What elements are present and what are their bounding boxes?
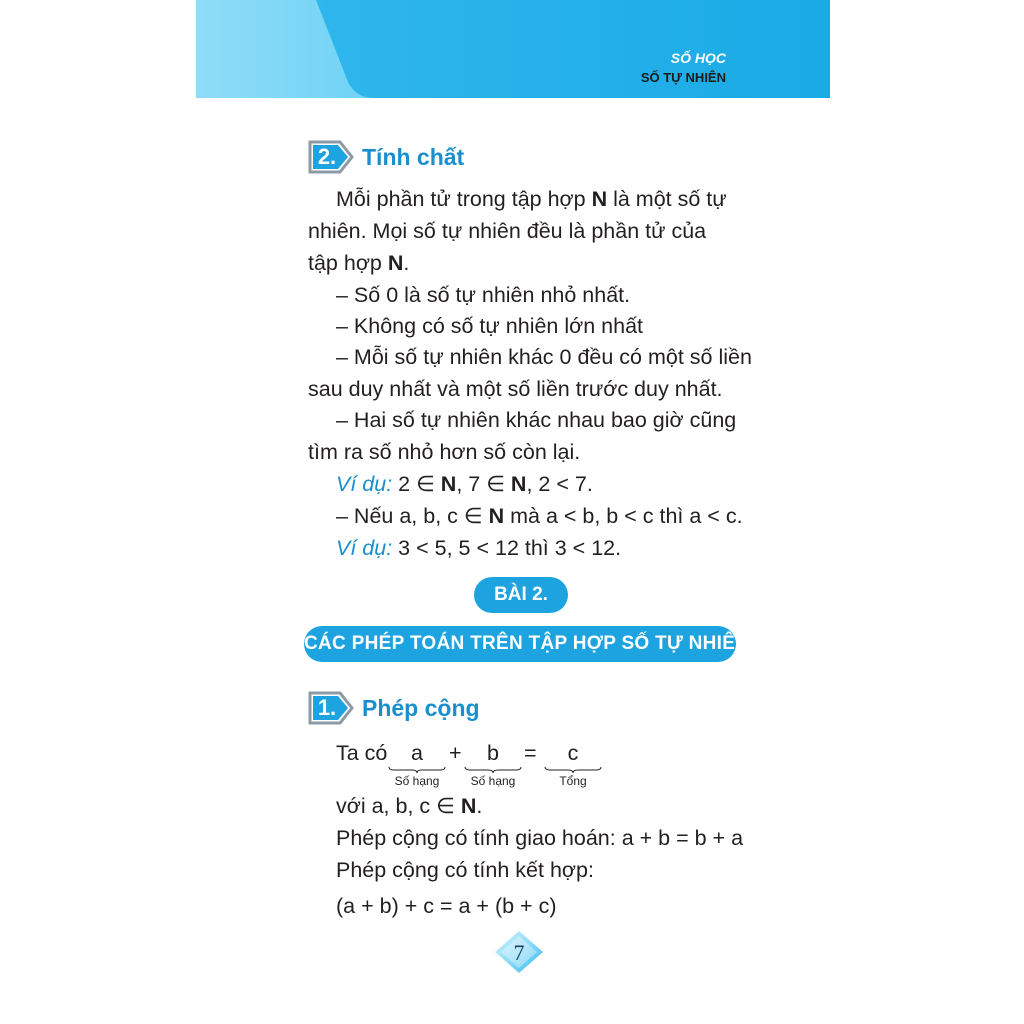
- underbrace-icon: [464, 766, 522, 774]
- plus-sign: +: [449, 741, 462, 765]
- example-line: Ví dụ: 3 < 5, 5 < 12 thì 3 < 12.: [336, 536, 622, 560]
- sum-term: c Tổng: [540, 740, 606, 788]
- addend-term: a Số hạng: [386, 740, 448, 788]
- book-page: [196, 0, 830, 1024]
- example-line: Ví dụ: 2 ∈ N, 7 ∈ N, 2 < 7.: [336, 472, 593, 496]
- equals-sign: =: [524, 741, 537, 765]
- text-line: – Số 0 là số tự nhiên nhỏ nhất.: [336, 283, 631, 307]
- domain-line: với a, b, c ∈ N.: [336, 794, 483, 818]
- associative-line: Phép cộng có tính kết hợp:: [336, 858, 594, 882]
- header-subject: SỐ HỌC: [670, 50, 726, 66]
- section-number: 2.: [317, 144, 337, 169]
- header-chapter: SỐ TỰ NHIÊN: [640, 70, 726, 85]
- section-title: Phép cộng: [362, 694, 480, 721]
- section-number: 1.: [317, 695, 337, 720]
- text-line: tập hợp N.: [308, 251, 410, 275]
- text-line: nhiên. Mọi số tự nhiên đều là phần tử của: [308, 219, 707, 243]
- text-line: Mỗi phần tử trong tập hợp N là một số tự: [336, 187, 727, 211]
- lesson-topic-banner: CÁC PHÉP TOÁN TRÊN TẬP HỢP SỐ TỰ NHIÊN: [304, 626, 736, 662]
- page-header: [196, 0, 830, 98]
- section-number-badge: [306, 689, 354, 727]
- underbrace-icon: [544, 766, 602, 774]
- section-number-badge: [306, 138, 354, 176]
- page-number-badge: [494, 930, 544, 974]
- text-line: – Không có số tự nhiên lớn nhất: [336, 314, 644, 338]
- section-title: Tính chất: [362, 143, 465, 170]
- page-number: 7: [513, 940, 525, 965]
- text-line: – Mỗi số tự nhiên khác 0 đều có một số liền: [336, 345, 752, 369]
- lesson-label: BÀI 2.: [474, 577, 568, 613]
- section-heading-addition: [306, 689, 480, 727]
- addend-term: b Số hạng: [462, 740, 524, 788]
- text-line: sau duy nhất và một số liền trước duy nhất.: [308, 377, 723, 401]
- associative-formula: (a + b) + c = a + (b + c): [336, 894, 557, 918]
- section-heading-properties: [306, 138, 464, 176]
- text-line: – Hai số tự nhiên khác nhau bao giờ cũng: [336, 408, 737, 432]
- text-line: tìm ra số nhỏ hơn số còn lại.: [308, 440, 581, 464]
- formula-intro: Ta có: [336, 741, 388, 765]
- commutative-line: Phép cộng có tính giao hoán: a + b = b + a: [336, 826, 744, 850]
- underbrace-icon: [388, 766, 446, 774]
- rule-line: – Nếu a, b, c ∈ N mà a < b, b < c thì a < c.: [336, 504, 743, 528]
